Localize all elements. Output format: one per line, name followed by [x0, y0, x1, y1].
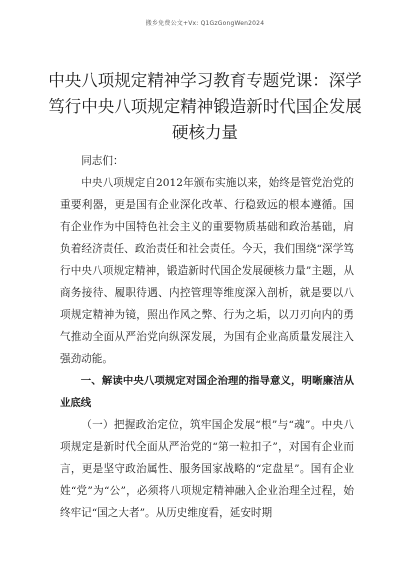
greeting: 同志们： [81, 155, 124, 167]
section-heading: 一、解读中央八项规定对国企治理的指导意义，明晰廉洁从业底线 [60, 375, 354, 409]
subsection-paragraph: （一）把握政治定位，筑牢国企发展“根”与“魂”。中央八项规定是新时代全面从严治党的“第一粒扣子”，对国有企业而言，更是坚守政治属性、服务国家战略的“定盘星”。国有企业姓“党”为“公”，必须将八项规定精神融入企业治理全过程，始终牢记“国之大者”。从历史维度看，延安时期 [60, 419, 354, 519]
header-note: 搬乡免费公文+Vx: Q1GzGongWen2024 [145, 20, 265, 27]
intro-paragraph: 中央八项规定自2012年颁布实施以来，始终是管党治党的重要利器，更是国有企业深化改革、行稳致远的根本遵循。国有企业作为中国特色社会主义的重要物质基础和政治基础，肩负着经济责任、政治责任和社会责任。今天，我们围绕“深学笃行中央八项规定精神，锻造新时代国企发展硬核力量”主题，从商务接待、履职待遇、内控管理等维度深入剖析，就是要以八项规定精神为镜，照出作风之弊、行为之垢，以刀刃向内的勇气推动全面从严治党向纵深发展，为国有企业高质量发展注入强劲动能。 [60, 177, 354, 365]
document-body [60, 150, 354, 524]
document-title: 中央八项规定精神学习教育专题党课：深学笃行中央八项规定精神锻造新时代国企发展硬核力量 [48, 71, 362, 142]
